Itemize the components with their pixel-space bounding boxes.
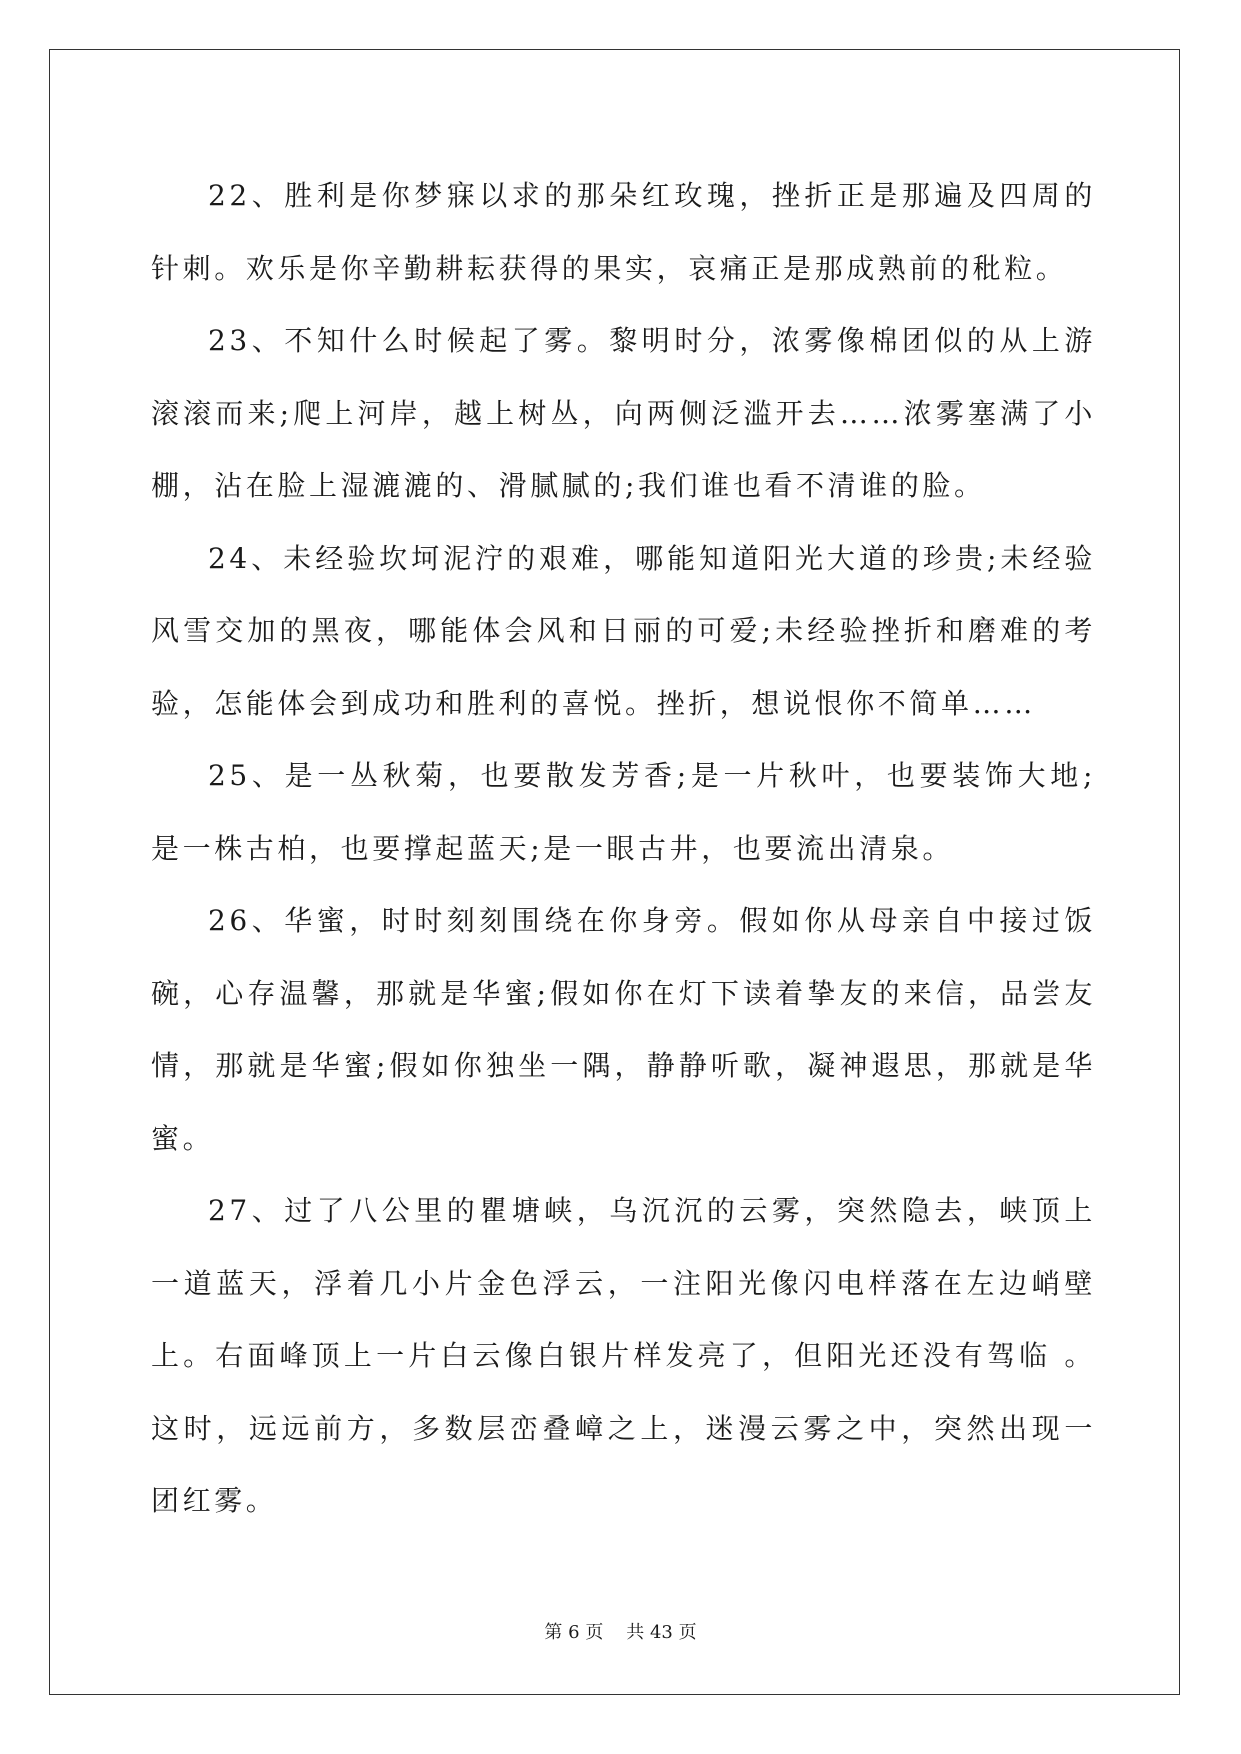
paragraph-23: 23、不知什么时候起了雾。黎明时分，浓雾像棉团似的从上游滚滚而来;爬上河岸，越上树丛，向两侧泛滥开去……浓雾塞满了小棚，沾在脸上湿漉漉的、滑腻腻的;我们谁也看不清谁的脸。 [151,324,1096,502]
page-number: 第 6 页 [544,1622,604,1643]
page-total: 共 43 页 [626,1622,697,1643]
page-footer [0,1618,1241,1644]
document-body [151,160,1096,1538]
paragraph-26: 26、华蜜，时时刻刻围绕在你身旁。假如你从母亲自中接过饭碗，心存温馨，那就是华蜜;假如你在灯下读着挚友的来信，品尝友情，那就是华蜜;假如你独坐一隅，静静听歌，凝神遐思，那就是华蜜。 [151,904,1096,1155]
paragraph-24: 24、未经验坎坷泥泞的艰难，哪能知道阳光大道的珍贵;未经验风雪交加的黑夜，哪能体会风和日丽的可爱;未经验挫折和磨难的考验，怎能体会到成功和胜利的喜悦。挫折，想说恨你不简单…… [151,541,1096,720]
paragraph-22: 22、胜利是你梦寐以求的那朵红玫瑰，挫折正是那遍及四周的针刺。欢乐是你辛勤耕耘获得的果实，哀痛正是那成熟前的秕粒。 [151,179,1096,285]
paragraph-25: 25、是一丛秋菊，也要散发芳香;是一片秋叶，也要装饰大地;是一株古柏，也要撑起蓝天;是一眼古井，也要流出清泉。 [151,759,1096,865]
paragraph-27: 27、过了八公里的瞿塘峡，乌沉沉的云雾，突然隐去，峡顶上一道蓝天，浮着几小片金色浮云，一注阳光像闪电样落在左边峭壁上。右面峰顶上一片白云像白银片样发亮了，但阳光还没有驾临 。这时，远远前方，多数层峦叠嶂之上，迷漫云雾之中，突然出现一团红雾。 [151,1194,1096,1517]
